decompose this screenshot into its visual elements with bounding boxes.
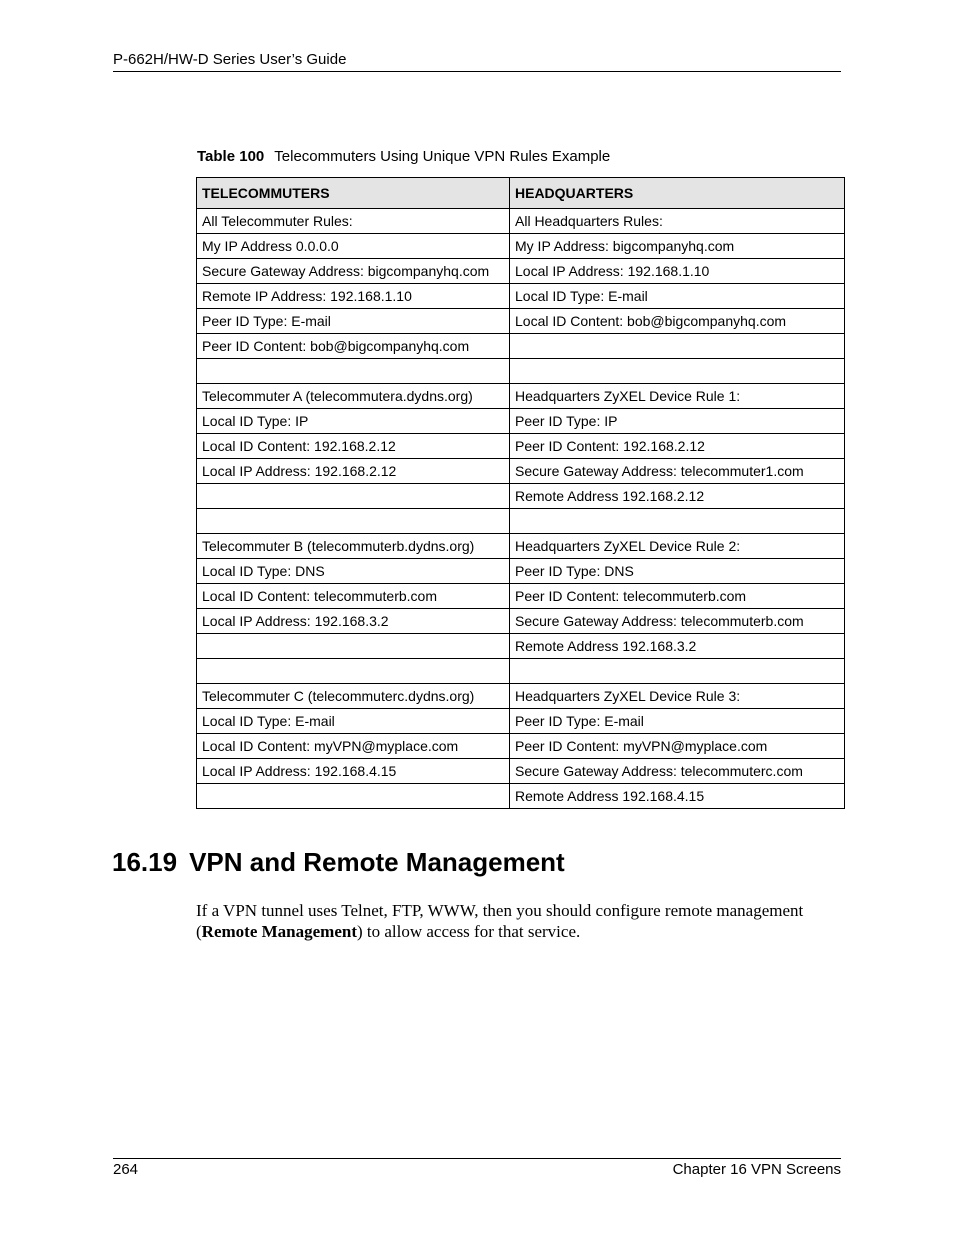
table-row [197,759,845,784]
headquarters-cell: Remote Address 192.168.3.2 [510,634,845,659]
headquarters-cell [510,359,845,384]
table-row [197,459,845,484]
table-row [197,434,845,459]
table-row [197,209,845,234]
telecommuter-cell: All Telecommuter Rules: [197,209,510,234]
headquarters-cell: Remote Address 192.168.2.12 [510,484,845,509]
running-header: P-662H/HW-D Series User’s Guide [113,51,347,68]
telecommuter-cell: Secure Gateway Address: bigcompanyhq.com [197,259,510,284]
telecommuter-cell: Telecommuter A (telecommutera.dydns.org) [197,384,510,409]
telecommuter-cell: Remote IP Address: 192.168.1.10 [197,284,510,309]
table-header-row [197,178,845,209]
telecommuter-cell: Peer ID Content: bob@bigcompanyhq.com [197,334,510,359]
table-row [197,684,845,709]
headquarters-cell: Remote Address 192.168.4.15 [510,784,845,809]
telecommuter-cell: Local IP Address: 192.168.2.12 [197,459,510,484]
section-title: VPN and Remote Management [189,847,565,877]
headquarters-cell: Headquarters ZyXEL Device Rule 3: [510,684,845,709]
table-row [197,659,845,684]
headquarters-cell: Peer ID Content: 192.168.2.12 [510,434,845,459]
telecommuter-cell: Local ID Content: myVPN@myplace.com [197,734,510,759]
column-header-telecommuters: TELECOMMUTERS [197,178,510,209]
table-row [197,284,845,309]
headquarters-cell: Peer ID Type: DNS [510,559,845,584]
table-row [197,484,845,509]
table-row [197,559,845,584]
headquarters-cell: Peer ID Type: E-mail [510,709,845,734]
headquarters-cell: Secure Gateway Address: telecommuter1.com [510,459,845,484]
telecommuter-cell: Peer ID Type: E-mail [197,309,510,334]
table-row [197,634,845,659]
headquarters-cell: Peer ID Content: telecommuterb.com [510,584,845,609]
headquarters-cell: Peer ID Type: IP [510,409,845,434]
headquarters-cell [510,509,845,534]
telecommuter-cell: Telecommuter C (telecommuterc.dydns.org) [197,684,510,709]
headquarters-cell: Local ID Type: E-mail [510,284,845,309]
headquarters-cell [510,334,845,359]
table-row [197,709,845,734]
headquarters-cell: Local IP Address: 192.168.1.10 [510,259,845,284]
telecommuter-cell: Local IP Address: 192.168.3.2 [197,609,510,634]
header-rule [113,71,841,72]
section-heading [112,847,565,878]
telecommuter-cell: My IP Address 0.0.0.0 [197,234,510,259]
section-number: 16.19 [112,847,178,877]
table-row [197,409,845,434]
footer-rule [113,1158,841,1159]
headquarters-cell: Headquarters ZyXEL Device Rule 1: [510,384,845,409]
telecommuter-cell: Local ID Type: DNS [197,559,510,584]
telecommuter-cell: Local ID Type: E-mail [197,709,510,734]
para-text-before: If a VPN tunnel uses Telnet, FTP, WWW, then you should configure remote management ( [196,901,804,941]
table-row [197,784,845,809]
table-caption [197,148,610,165]
table-row [197,334,845,359]
telecommuter-cell [197,634,510,659]
table-caption-text: Telecommuters Using Unique VPN Rules Example [274,148,611,165]
headquarters-cell: All Headquarters Rules: [510,209,845,234]
headquarters-cell: Secure Gateway Address: telecommuterb.com [510,609,845,634]
headquarters-cell: Secure Gateway Address: telecommuterc.com [510,759,845,784]
telecommuter-cell [197,659,510,684]
table-row [197,584,845,609]
telecommuter-cell: Local IP Address: 192.168.4.15 [197,759,510,784]
telecommuter-cell: Local ID Content: 192.168.2.12 [197,434,510,459]
headquarters-cell [510,659,845,684]
table-caption-label: Table 100 [197,148,265,165]
headquarters-cell: Headquarters ZyXEL Device Rule 2: [510,534,845,559]
page-number: 264 [113,1161,139,1178]
column-header-headquarters: HEADQUARTERS [510,178,845,209]
body-paragraph [196,900,836,942]
table-row [197,609,845,634]
telecommuter-cell: Telecommuter B (telecommuterb.dydns.org) [197,534,510,559]
table-row [197,259,845,284]
telecommuter-cell [197,784,510,809]
table-body [197,209,845,809]
table-row [197,734,845,759]
headquarters-cell: Peer ID Content: myVPN@myplace.com [510,734,845,759]
table-row [197,234,845,259]
telecommuter-cell: Local ID Content: telecommuterb.com [197,584,510,609]
headquarters-cell: Local ID Content: bob@bigcompanyhq.com [510,309,845,334]
para-bold-term: Remote Management [201,922,357,941]
telecommuter-cell [197,509,510,534]
telecommuter-cell: Local ID Type: IP [197,409,510,434]
table-row [197,359,845,384]
table-row [197,309,845,334]
table-row [197,534,845,559]
headquarters-cell: My IP Address: bigcompanyhq.com [510,234,845,259]
vpn-rules-table [196,177,845,809]
chapter-title: Chapter 16 VPN Screens [672,1161,841,1178]
table-row [197,384,845,409]
telecommuter-cell [197,484,510,509]
para-text-after: ) to allow access for that service. [356,922,581,941]
telecommuter-cell [197,359,510,384]
table-row [197,509,845,534]
